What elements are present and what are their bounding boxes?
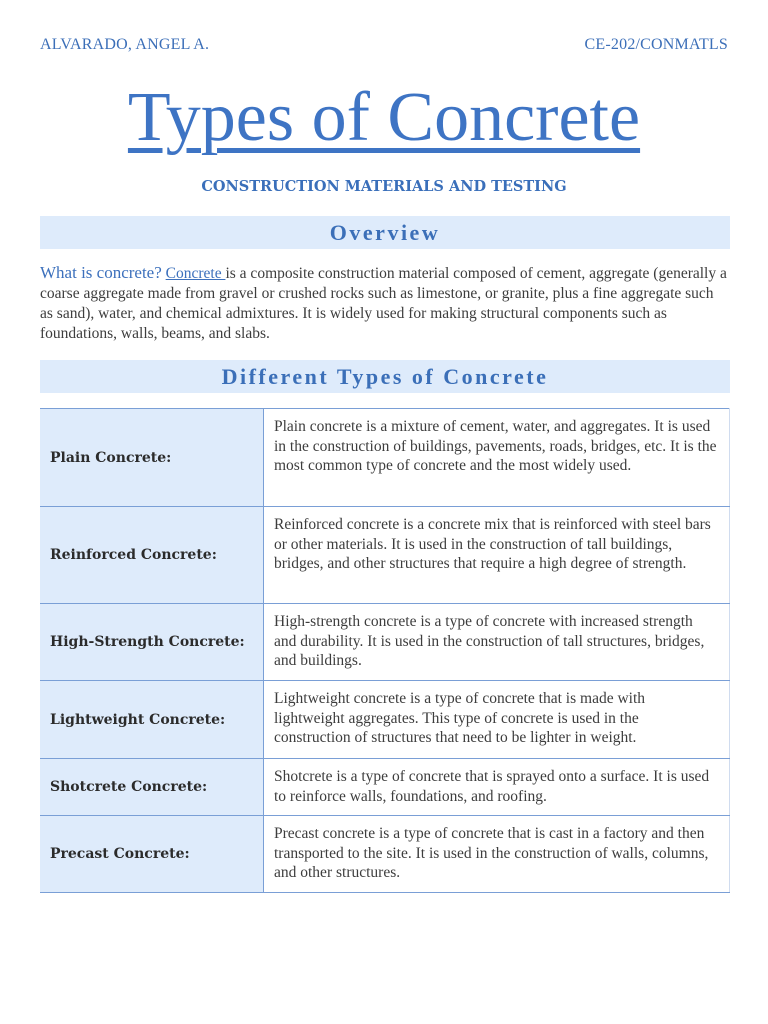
type-name: Precast Concrete: [40, 816, 264, 893]
type-description: Plain concrete is a mixture of cement, water, and aggregates. It is used in the construction of buildings, pavements, roads, bridges, etc. It is the most common type of concrete and the most widely used. [264, 409, 730, 507]
type-description: Shotcrete is a type of concrete that is sprayed onto a surface. It is used to reinforce walls, foundations, and roofing. [264, 759, 730, 816]
type-name: Lightweight Concrete: [40, 681, 264, 759]
concrete-link[interactable]: Concrete [165, 265, 226, 282]
type-name: Plain Concrete: [40, 409, 264, 507]
table-row [40, 604, 730, 681]
overview-heading: Overview [40, 216, 730, 249]
course-code: CE-202/CONMATLS [584, 36, 728, 53]
type-description: Lightweight concrete is a type of concrete that is made with lightweight aggregates. This type of concrete is used in the construction of structures that need to be lighter in weight. [264, 681, 730, 759]
page-subtitle: CONSTRUCTION MATERIALS AND TESTING [201, 178, 567, 195]
overview-question: What is concrete? [40, 263, 162, 282]
author-name: ALVARADO, ANGEL A. [40, 36, 210, 53]
type-name: Shotcrete Concrete: [40, 759, 264, 816]
type-description: Reinforced concrete is a concrete mix that is reinforced with steel bars or other materials. It is used in the construction of tall buildings, bridges, and other structures that require a high degree of strength. [264, 507, 730, 604]
table-row [40, 816, 730, 893]
concrete-types-table [40, 408, 730, 893]
table-row [40, 759, 730, 816]
table-row [40, 681, 730, 759]
type-name: High-Strength Concrete: [40, 604, 264, 681]
types-heading: Different Types of Concrete [40, 360, 730, 393]
table-row [40, 409, 730, 507]
type-name: Reinforced Concrete: [40, 507, 264, 604]
type-description: High-strength concrete is a type of concrete with increased strength and durability. It is used in the construction of tall structures, bridges, and buildings. [264, 604, 730, 681]
document-header [40, 36, 728, 54]
type-description: Precast concrete is a type of concrete that is cast in a factory and then transported to the site. It is used in the construction of walls, columns, and other structures. [264, 816, 730, 893]
overview-text: is a composite construction material composed of cement, aggregate (generally a coarse aggregate made from gravel or crushed rocks such as limestone, or granite, plus a fine aggregate such as sand), water, and chemical admixtures. It is widely used for making structural components such as foundations, walls, beams, and slabs. [40, 265, 727, 342]
page-title: Types of Concrete [127, 79, 641, 156]
table-row [40, 507, 730, 604]
overview-paragraph [40, 263, 730, 344]
